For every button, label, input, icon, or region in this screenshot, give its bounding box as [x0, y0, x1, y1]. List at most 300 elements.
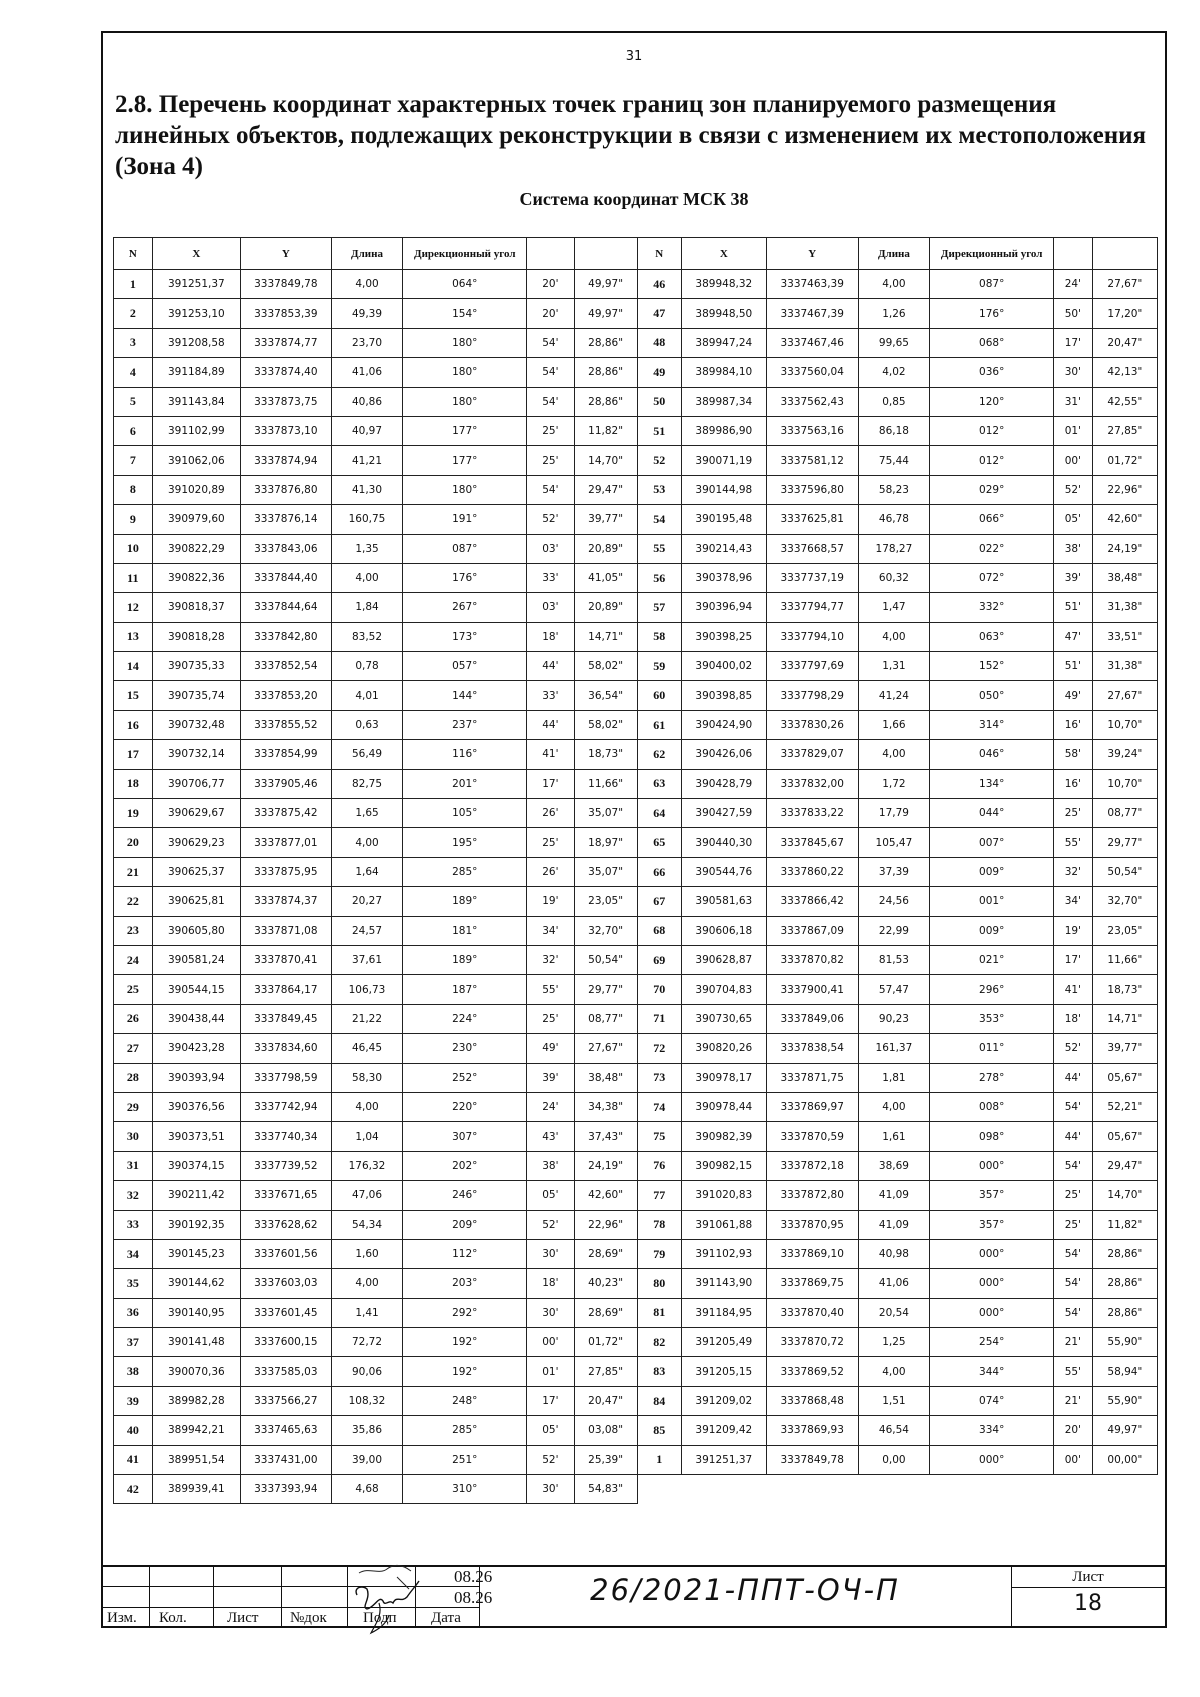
- table-row: [114, 1181, 1158, 1210]
- angle-minutes-right: 54': [1054, 1151, 1093, 1180]
- point-number-left: 23: [114, 916, 153, 945]
- segment-length-right: 0,00: [858, 1445, 930, 1474]
- angle-seconds-right: 58,94": [1092, 1357, 1157, 1386]
- angle-minutes-left: 20': [527, 299, 575, 328]
- angle-degrees-right: 021°: [930, 945, 1054, 974]
- angle-seconds-left: 42,60": [574, 1181, 637, 1210]
- point-number-left: 6: [114, 416, 153, 445]
- angle-minutes-right: 54': [1054, 1239, 1093, 1268]
- segment-length-right: 1,66: [858, 710, 930, 739]
- table-row: [114, 1269, 1158, 1298]
- angle-seconds-right: 14,71": [1092, 1004, 1157, 1033]
- y-coordinate-left: 3337871,08: [241, 916, 332, 945]
- angle-degrees-right: 009°: [930, 857, 1054, 886]
- x-coordinate-right: 390730,65: [681, 1004, 766, 1033]
- angle-seconds-right: 55,90": [1092, 1386, 1157, 1415]
- angle-minutes-right: 32': [1054, 857, 1093, 886]
- table-row: [114, 416, 1158, 445]
- table-row: [114, 1239, 1158, 1268]
- angle-seconds-left: 28,86": [574, 358, 637, 387]
- point-number-left: 17: [114, 740, 153, 769]
- segment-length-left: 40,86: [331, 387, 403, 416]
- angle-degrees-left: 203°: [403, 1269, 527, 1298]
- angle-degrees-left: 310°: [403, 1475, 527, 1504]
- angle-minutes-right: 21': [1054, 1386, 1093, 1415]
- segment-length-right: 75,44: [858, 446, 930, 475]
- angle-seconds-left: 49,97": [574, 270, 637, 299]
- x-coordinate-right: 390544,76: [681, 857, 766, 886]
- segment-length-right: 4,00: [858, 1092, 930, 1121]
- point-number-right: 80: [637, 1269, 681, 1298]
- angle-minutes-right: 52': [1054, 1034, 1093, 1063]
- angle-seconds-left: 22,96": [574, 1210, 637, 1239]
- segment-length-right: 57,47: [858, 975, 930, 1004]
- angle-degrees-right: 050°: [930, 681, 1054, 710]
- angle-minutes-left: 52': [527, 1445, 575, 1474]
- point-number-left: 12: [114, 593, 153, 622]
- angle-minutes-left: 17': [527, 769, 575, 798]
- angle-degrees-left: 154°: [403, 299, 527, 328]
- segment-length-right: 58,23: [858, 475, 930, 504]
- x-coordinate-left: 390732,14: [152, 740, 240, 769]
- angle-seconds-left: 14,71": [574, 622, 637, 651]
- angle-degrees-left: 307°: [403, 1122, 527, 1151]
- empty-cell: [637, 1475, 681, 1504]
- point-number-right: 75: [637, 1122, 681, 1151]
- angle-degrees-left: 230°: [403, 1034, 527, 1063]
- angle-seconds-left: 37,43": [574, 1122, 637, 1151]
- angle-degrees-left: 209°: [403, 1210, 527, 1239]
- angle-seconds-right: 42,60": [1092, 505, 1157, 534]
- x-coordinate-right: 390378,96: [681, 563, 766, 592]
- angle-degrees-right: 072°: [930, 563, 1054, 592]
- x-coordinate-right: 390428,79: [681, 769, 766, 798]
- x-coordinate-right: 390982,15: [681, 1151, 766, 1180]
- point-number-right: 72: [637, 1034, 681, 1063]
- x-coordinate-left: 390140,95: [152, 1298, 240, 1327]
- table-row: [114, 387, 1158, 416]
- angle-seconds-left: 35,07": [574, 857, 637, 886]
- x-coordinate-left: 391143,84: [152, 387, 240, 416]
- header-empty: [1054, 238, 1093, 270]
- angle-minutes-left: 34': [527, 916, 575, 945]
- angle-minutes-right: 31': [1054, 387, 1093, 416]
- x-coordinate-left: 390423,28: [152, 1034, 240, 1063]
- angle-minutes-right: 54': [1054, 1298, 1093, 1327]
- point-number-right: 60: [637, 681, 681, 710]
- table-row: [114, 1063, 1158, 1092]
- segment-length-right: 1,61: [858, 1122, 930, 1151]
- x-coordinate-right: 390440,30: [681, 828, 766, 857]
- coordinates-table: [113, 237, 1158, 1504]
- segment-length-left: 41,30: [331, 475, 403, 504]
- y-coordinate-right: 3337849,78: [766, 1445, 858, 1474]
- angle-minutes-right: 17': [1054, 945, 1093, 974]
- x-coordinate-left: 391184,89: [152, 358, 240, 387]
- angle-degrees-right: 000°: [930, 1269, 1054, 1298]
- y-coordinate-left: 3337742,94: [241, 1092, 332, 1121]
- x-coordinate-right: 391209,02: [681, 1386, 766, 1415]
- angle-degrees-left: 180°: [403, 387, 527, 416]
- point-number-right: 61: [637, 710, 681, 739]
- angle-minutes-right: 39': [1054, 563, 1093, 592]
- angle-seconds-left: 58,02": [574, 652, 637, 681]
- segment-length-right: 90,23: [858, 1004, 930, 1033]
- handwritten-signature: [349, 1559, 429, 1639]
- segment-length-left: 35,86: [331, 1416, 403, 1445]
- x-coordinate-left: 390625,81: [152, 887, 240, 916]
- angle-minutes-right: 38': [1054, 534, 1093, 563]
- point-number-left: 42: [114, 1475, 153, 1504]
- angle-degrees-left: 267°: [403, 593, 527, 622]
- segment-length-right: 4,00: [858, 622, 930, 651]
- y-coordinate-left: 3337875,42: [241, 799, 332, 828]
- angle-seconds-right: 23,05": [1092, 916, 1157, 945]
- x-coordinate-right: 390820,26: [681, 1034, 766, 1063]
- header-n-right: N: [637, 238, 681, 270]
- angle-degrees-right: 296°: [930, 975, 1054, 1004]
- x-coordinate-right: 391184,95: [681, 1298, 766, 1327]
- y-coordinate-left: 3337854,99: [241, 740, 332, 769]
- x-coordinate-left: 389982,28: [152, 1386, 240, 1415]
- table-row: [114, 1210, 1158, 1239]
- angle-seconds-left: 14,70": [574, 446, 637, 475]
- angle-minutes-left: 25': [527, 1004, 575, 1033]
- segment-length-left: 0,78: [331, 652, 403, 681]
- angle-degrees-left: 087°: [403, 534, 527, 563]
- table-row: [114, 681, 1158, 710]
- segment-length-right: 4,00: [858, 740, 930, 769]
- y-coordinate-right: 3337870,82: [766, 945, 858, 974]
- point-number-right: 73: [637, 1063, 681, 1092]
- y-coordinate-right: 3337625,81: [766, 505, 858, 534]
- angle-degrees-left: 180°: [403, 328, 527, 357]
- sheet-label: Лист: [1072, 1569, 1104, 1585]
- angle-seconds-right: 50,54": [1092, 857, 1157, 886]
- point-number-right: 56: [637, 563, 681, 592]
- angle-minutes-right: 44': [1054, 1122, 1093, 1151]
- y-coordinate-left: 3337844,64: [241, 593, 332, 622]
- angle-seconds-left: 03,08": [574, 1416, 637, 1445]
- angle-seconds-right: 01,72": [1092, 446, 1157, 475]
- y-coordinate-left: 3337603,03: [241, 1269, 332, 1298]
- y-coordinate-right: 3337596,80: [766, 475, 858, 504]
- header-empty: [574, 238, 637, 270]
- y-coordinate-right: 3337869,75: [766, 1269, 858, 1298]
- segment-length-left: 82,75: [331, 769, 403, 798]
- angle-seconds-right: 00,00": [1092, 1445, 1157, 1474]
- y-coordinate-right: 3337794,10: [766, 622, 858, 651]
- angle-degrees-left: 285°: [403, 857, 527, 886]
- angle-minutes-right: 47': [1054, 622, 1093, 651]
- angle-seconds-left: 28,86": [574, 387, 637, 416]
- y-coordinate-right: 3337870,40: [766, 1298, 858, 1327]
- angle-minutes-right: 05': [1054, 505, 1093, 534]
- segment-length-left: 4,00: [331, 563, 403, 592]
- angle-seconds-right: 22,96": [1092, 475, 1157, 504]
- angle-degrees-left: 180°: [403, 475, 527, 504]
- document-code: 26/2021-ППТ-ОЧ-П: [590, 1573, 900, 1607]
- y-coordinate-right: 3337798,29: [766, 681, 858, 710]
- x-coordinate-right: 390214,43: [681, 534, 766, 563]
- point-number-left: 40: [114, 1416, 153, 1445]
- y-coordinate-right: 3337581,12: [766, 446, 858, 475]
- y-coordinate-left: 3337874,94: [241, 446, 332, 475]
- point-number-right: 55: [637, 534, 681, 563]
- angle-minutes-left: 25': [527, 446, 575, 475]
- point-number-right: 62: [637, 740, 681, 769]
- segment-length-right: 99,65: [858, 328, 930, 357]
- angle-minutes-left: 38': [527, 1151, 575, 1180]
- point-number-right: 84: [637, 1386, 681, 1415]
- segment-length-left: 41,21: [331, 446, 403, 475]
- x-coordinate-left: 390629,67: [152, 799, 240, 828]
- x-coordinate-right: 389986,90: [681, 416, 766, 445]
- x-coordinate-left: 389939,41: [152, 1475, 240, 1504]
- point-number-right: 57: [637, 593, 681, 622]
- angle-seconds-right: 05,67": [1092, 1122, 1157, 1151]
- x-coordinate-right: 390144,98: [681, 475, 766, 504]
- angle-degrees-left: 189°: [403, 945, 527, 974]
- angle-degrees-right: 353°: [930, 1004, 1054, 1033]
- header-empty: [1092, 238, 1157, 270]
- table-row: [114, 270, 1158, 299]
- angle-minutes-right: 25': [1054, 799, 1093, 828]
- segment-length-left: 176,32: [331, 1151, 403, 1180]
- angle-minutes-left: 18': [527, 1269, 575, 1298]
- y-coordinate-right: 3337867,09: [766, 916, 858, 945]
- angle-minutes-right: 25': [1054, 1181, 1093, 1210]
- segment-length-right: 46,78: [858, 505, 930, 534]
- angle-minutes-left: 43': [527, 1122, 575, 1151]
- y-coordinate-left: 3337853,39: [241, 299, 332, 328]
- stamp-date-2: 08.26: [454, 1588, 493, 1607]
- angle-minutes-right: 21': [1054, 1328, 1093, 1357]
- angle-minutes-left: 03': [527, 534, 575, 563]
- x-coordinate-left: 390735,33: [152, 652, 240, 681]
- angle-degrees-left: 064°: [403, 270, 527, 299]
- empty-cell: [1092, 1475, 1157, 1504]
- angle-degrees-right: 046°: [930, 740, 1054, 769]
- angle-seconds-right: 11,66": [1092, 945, 1157, 974]
- angle-seconds-right: 24,19": [1092, 534, 1157, 563]
- x-coordinate-right: 390978,17: [681, 1063, 766, 1092]
- angle-minutes-left: 33': [527, 563, 575, 592]
- header-length-right: Длина: [858, 238, 930, 270]
- angle-minutes-right: 54': [1054, 1092, 1093, 1121]
- segment-length-left: 1,04: [331, 1122, 403, 1151]
- angle-degrees-left: 246°: [403, 1181, 527, 1210]
- y-coordinate-right: 3337871,75: [766, 1063, 858, 1092]
- point-number-right: 51: [637, 416, 681, 445]
- title-block-divider: [347, 1567, 348, 1626]
- point-number-right: 74: [637, 1092, 681, 1121]
- y-coordinate-right: 3337870,72: [766, 1328, 858, 1357]
- point-number-right: 63: [637, 769, 681, 798]
- segment-length-left: 24,57: [331, 916, 403, 945]
- table-row: [114, 1151, 1158, 1180]
- label-podp: Подп: [363, 1610, 397, 1626]
- angle-minutes-left: 54': [527, 358, 575, 387]
- point-number-left: 2: [114, 299, 153, 328]
- segment-length-left: 90,06: [331, 1357, 403, 1386]
- point-number-left: 25: [114, 975, 153, 1004]
- angle-degrees-right: 074°: [930, 1386, 1054, 1415]
- point-number-right: 58: [637, 622, 681, 651]
- angle-minutes-left: 24': [527, 1092, 575, 1121]
- y-coordinate-left: 3337870,41: [241, 945, 332, 974]
- angle-minutes-left: 55': [527, 975, 575, 1004]
- angle-degrees-right: 000°: [930, 1298, 1054, 1327]
- point-number-left: 9: [114, 505, 153, 534]
- y-coordinate-right: 3337860,22: [766, 857, 858, 886]
- angle-degrees-right: 063°: [930, 622, 1054, 651]
- angle-seconds-left: 35,07": [574, 799, 637, 828]
- angle-degrees-left: 116°: [403, 740, 527, 769]
- y-coordinate-right: 3337868,48: [766, 1386, 858, 1415]
- angle-minutes-left: 00': [527, 1328, 575, 1357]
- angle-degrees-right: 000°: [930, 1239, 1054, 1268]
- y-coordinate-left: 3337864,17: [241, 975, 332, 1004]
- x-coordinate-left: 390605,80: [152, 916, 240, 945]
- x-coordinate-left: 390822,29: [152, 534, 240, 563]
- angle-degrees-right: 134°: [930, 769, 1054, 798]
- point-number-left: 14: [114, 652, 153, 681]
- table-row: [114, 446, 1158, 475]
- segment-length-left: 1,60: [331, 1239, 403, 1268]
- point-number-right: 83: [637, 1357, 681, 1386]
- x-coordinate-right: 390195,48: [681, 505, 766, 534]
- x-coordinate-left: 390211,42: [152, 1181, 240, 1210]
- y-coordinate-left: 3337853,20: [241, 681, 332, 710]
- coordinate-system-subtitle: Система координат МСК 38: [519, 189, 749, 209]
- angle-degrees-left: 224°: [403, 1004, 527, 1033]
- angle-seconds-right: 31,38": [1092, 652, 1157, 681]
- point-number-right: 82: [637, 1328, 681, 1357]
- y-coordinate-right: 3337668,57: [766, 534, 858, 563]
- angle-degrees-left: 177°: [403, 416, 527, 445]
- y-coordinate-right: 3337869,97: [766, 1092, 858, 1121]
- angle-minutes-left: 30': [527, 1239, 575, 1268]
- table-row: [114, 799, 1158, 828]
- angle-seconds-left: 29,77": [574, 975, 637, 1004]
- table-row: [114, 299, 1158, 328]
- angle-seconds-left: 11,82": [574, 416, 637, 445]
- angle-degrees-right: 334°: [930, 1416, 1054, 1445]
- y-coordinate-left: 3337849,45: [241, 1004, 332, 1033]
- point-number-right: 77: [637, 1181, 681, 1210]
- segment-length-right: 1,51: [858, 1386, 930, 1415]
- x-coordinate-right: 390426,06: [681, 740, 766, 769]
- table-row: [114, 916, 1158, 945]
- segment-length-left: 1,41: [331, 1298, 403, 1327]
- angle-seconds-right: 38,48": [1092, 563, 1157, 592]
- point-number-left: 16: [114, 710, 153, 739]
- angle-minutes-left: 19': [527, 887, 575, 916]
- angle-minutes-right: 00': [1054, 446, 1093, 475]
- x-coordinate-left: 390581,24: [152, 945, 240, 974]
- angle-minutes-left: 33': [527, 681, 575, 710]
- y-coordinate-left: 3337874,40: [241, 358, 332, 387]
- segment-length-right: 22,99: [858, 916, 930, 945]
- point-number-left: 32: [114, 1181, 153, 1210]
- y-coordinate-left: 3337600,15: [241, 1328, 332, 1357]
- point-number-right: 1: [637, 1445, 681, 1474]
- angle-minutes-right: 49': [1054, 681, 1093, 710]
- point-number-right: 85: [637, 1416, 681, 1445]
- angle-degrees-right: 314°: [930, 710, 1054, 739]
- y-coordinate-right: 3337467,39: [766, 299, 858, 328]
- y-coordinate-right: 3337737,19: [766, 563, 858, 592]
- segment-length-left: 160,75: [331, 505, 403, 534]
- segment-length-left: 41,06: [331, 358, 403, 387]
- segment-length-right: 1,26: [858, 299, 930, 328]
- x-coordinate-right: 390606,18: [681, 916, 766, 945]
- angle-seconds-right: 27,67": [1092, 270, 1157, 299]
- y-coordinate-left: 3337874,77: [241, 328, 332, 357]
- point-number-left: 29: [114, 1092, 153, 1121]
- angle-minutes-right: 01': [1054, 416, 1093, 445]
- y-coordinate-left: 3337601,45: [241, 1298, 332, 1327]
- angle-seconds-left: 38,48": [574, 1063, 637, 1092]
- y-coordinate-right: 3337830,26: [766, 710, 858, 739]
- angle-minutes-left: 17': [527, 1386, 575, 1415]
- point-number-right: 49: [637, 358, 681, 387]
- segment-length-left: 47,06: [331, 1181, 403, 1210]
- segment-length-left: 4,00: [331, 1269, 403, 1298]
- x-coordinate-left: 390376,56: [152, 1092, 240, 1121]
- x-coordinate-left: 390144,62: [152, 1269, 240, 1298]
- x-coordinate-left: 390393,94: [152, 1063, 240, 1092]
- x-coordinate-right: 390978,44: [681, 1092, 766, 1121]
- angle-minutes-left: 25': [527, 416, 575, 445]
- point-number-right: 79: [637, 1239, 681, 1268]
- x-coordinate-right: 390071,19: [681, 446, 766, 475]
- angle-degrees-left: 181°: [403, 916, 527, 945]
- point-number-left: 38: [114, 1357, 153, 1386]
- angle-seconds-right: 18,73": [1092, 975, 1157, 1004]
- point-number-right: 50: [637, 387, 681, 416]
- angle-minutes-right: 34': [1054, 887, 1093, 916]
- angle-seconds-left: 18,97": [574, 828, 637, 857]
- table-row: [114, 1328, 1158, 1357]
- y-coordinate-right: 3337560,04: [766, 358, 858, 387]
- table-row: [114, 1475, 1158, 1504]
- header-x-left: X: [152, 238, 240, 270]
- angle-seconds-right: 42,55": [1092, 387, 1157, 416]
- angle-seconds-left: 18,73": [574, 740, 637, 769]
- x-coordinate-left: 390544,15: [152, 975, 240, 1004]
- segment-length-right: 46,54: [858, 1416, 930, 1445]
- y-coordinate-left: 3337876,80: [241, 475, 332, 504]
- angle-seconds-left: 01,72": [574, 1328, 637, 1357]
- angle-minutes-left: 44': [527, 652, 575, 681]
- y-coordinate-left: 3337843,06: [241, 534, 332, 563]
- table-row: [114, 769, 1158, 798]
- segment-length-right: 161,37: [858, 1034, 930, 1063]
- angle-minutes-left: 26': [527, 799, 575, 828]
- angle-minutes-left: 52': [527, 505, 575, 534]
- segment-length-left: 40,97: [331, 416, 403, 445]
- angle-minutes-right: 20': [1054, 1416, 1093, 1445]
- angle-degrees-right: 022°: [930, 534, 1054, 563]
- point-number-left: 35: [114, 1269, 153, 1298]
- point-number-left: 36: [114, 1298, 153, 1327]
- point-number-left: 39: [114, 1386, 153, 1415]
- point-number-left: 27: [114, 1034, 153, 1063]
- angle-minutes-right: 18': [1054, 1004, 1093, 1033]
- point-number-left: 10: [114, 534, 153, 563]
